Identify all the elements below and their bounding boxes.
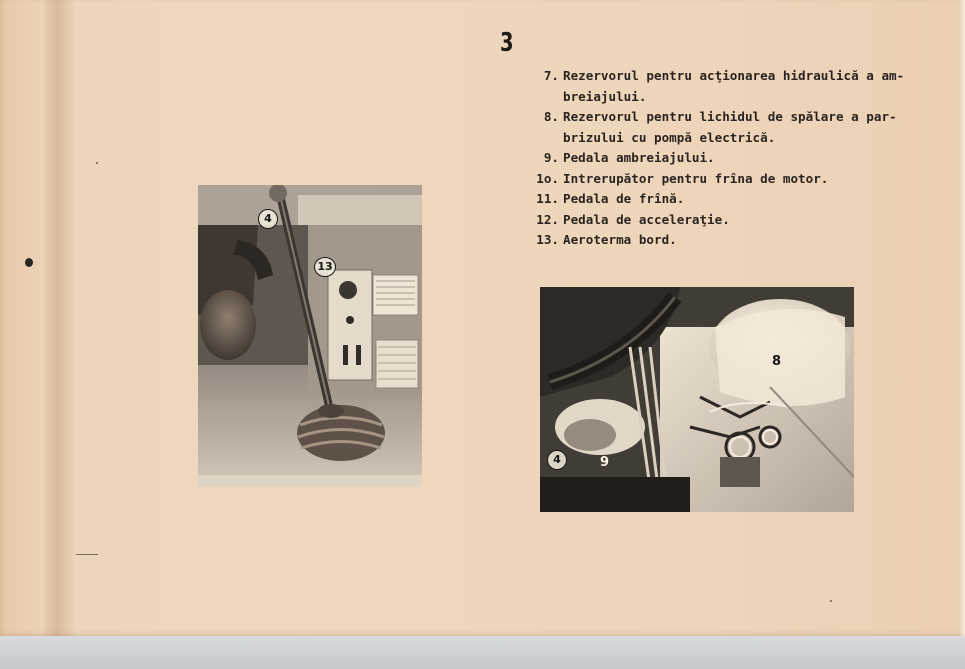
callout-4: 4	[258, 209, 278, 229]
legend-item-text: Pedala ambreiajului.	[563, 150, 715, 165]
paper-speck	[96, 162, 98, 164]
legend-item	[521, 128, 951, 149]
callout-8: 8	[772, 354, 782, 369]
legend-item-text: brizului cu pompă electrică.	[563, 129, 776, 145]
parts-legend	[521, 66, 951, 251]
legend-item	[521, 87, 951, 108]
pedals-photo	[540, 287, 854, 512]
legend-item	[521, 169, 951, 190]
legend-item	[521, 189, 951, 210]
legend-item	[521, 107, 951, 128]
legend-item-text: Rezervorul pentru acţionarea hidraulică a am-	[563, 68, 905, 83]
legend-item-number: 8.	[543, 109, 559, 124]
page-number: 3	[500, 28, 513, 58]
pencil-mark	[76, 554, 98, 555]
legend-item-text: Pedala de acceleraţie.	[563, 211, 730, 227]
legend-item	[521, 66, 951, 87]
page-fold-shadow	[44, 0, 74, 638]
legend-item-text: Pedala de frînă.	[563, 191, 685, 206]
paper-speck	[830, 600, 832, 602]
legend-item-number: 13.	[536, 232, 559, 247]
legend-item-number	[521, 128, 563, 149]
gear-lever-illustration	[198, 185, 422, 487]
legend-item	[521, 210, 951, 231]
legend-item-number: 12.	[536, 211, 559, 227]
legend-item-text: Intrerupător pentru frîna de motor.	[563, 170, 829, 186]
scanner-bed	[0, 636, 965, 669]
legend-item-number: 7.	[543, 68, 559, 83]
callout-13: 13	[314, 257, 336, 277]
pedals-illustration	[540, 287, 854, 512]
legend-item-number	[521, 87, 563, 108]
legend-item	[521, 148, 951, 169]
callout-9: 9	[600, 455, 610, 470]
legend-item-text: Rezervorul pentru lichidul de spălare a par-	[563, 109, 897, 124]
legend-item	[521, 230, 951, 251]
legend-item-number: 9.	[543, 150, 559, 165]
callout-4: 4	[547, 450, 567, 470]
binding-hole-mark	[25, 258, 33, 267]
legend-item-text: breiajului.	[563, 88, 647, 104]
legend-item-number: 11.	[536, 191, 559, 206]
legend-item-number: 1o.	[536, 170, 559, 186]
gear-lever-photo	[198, 185, 422, 487]
page-edge	[959, 0, 965, 638]
legend-item-text: Aeroterma bord.	[563, 232, 677, 247]
